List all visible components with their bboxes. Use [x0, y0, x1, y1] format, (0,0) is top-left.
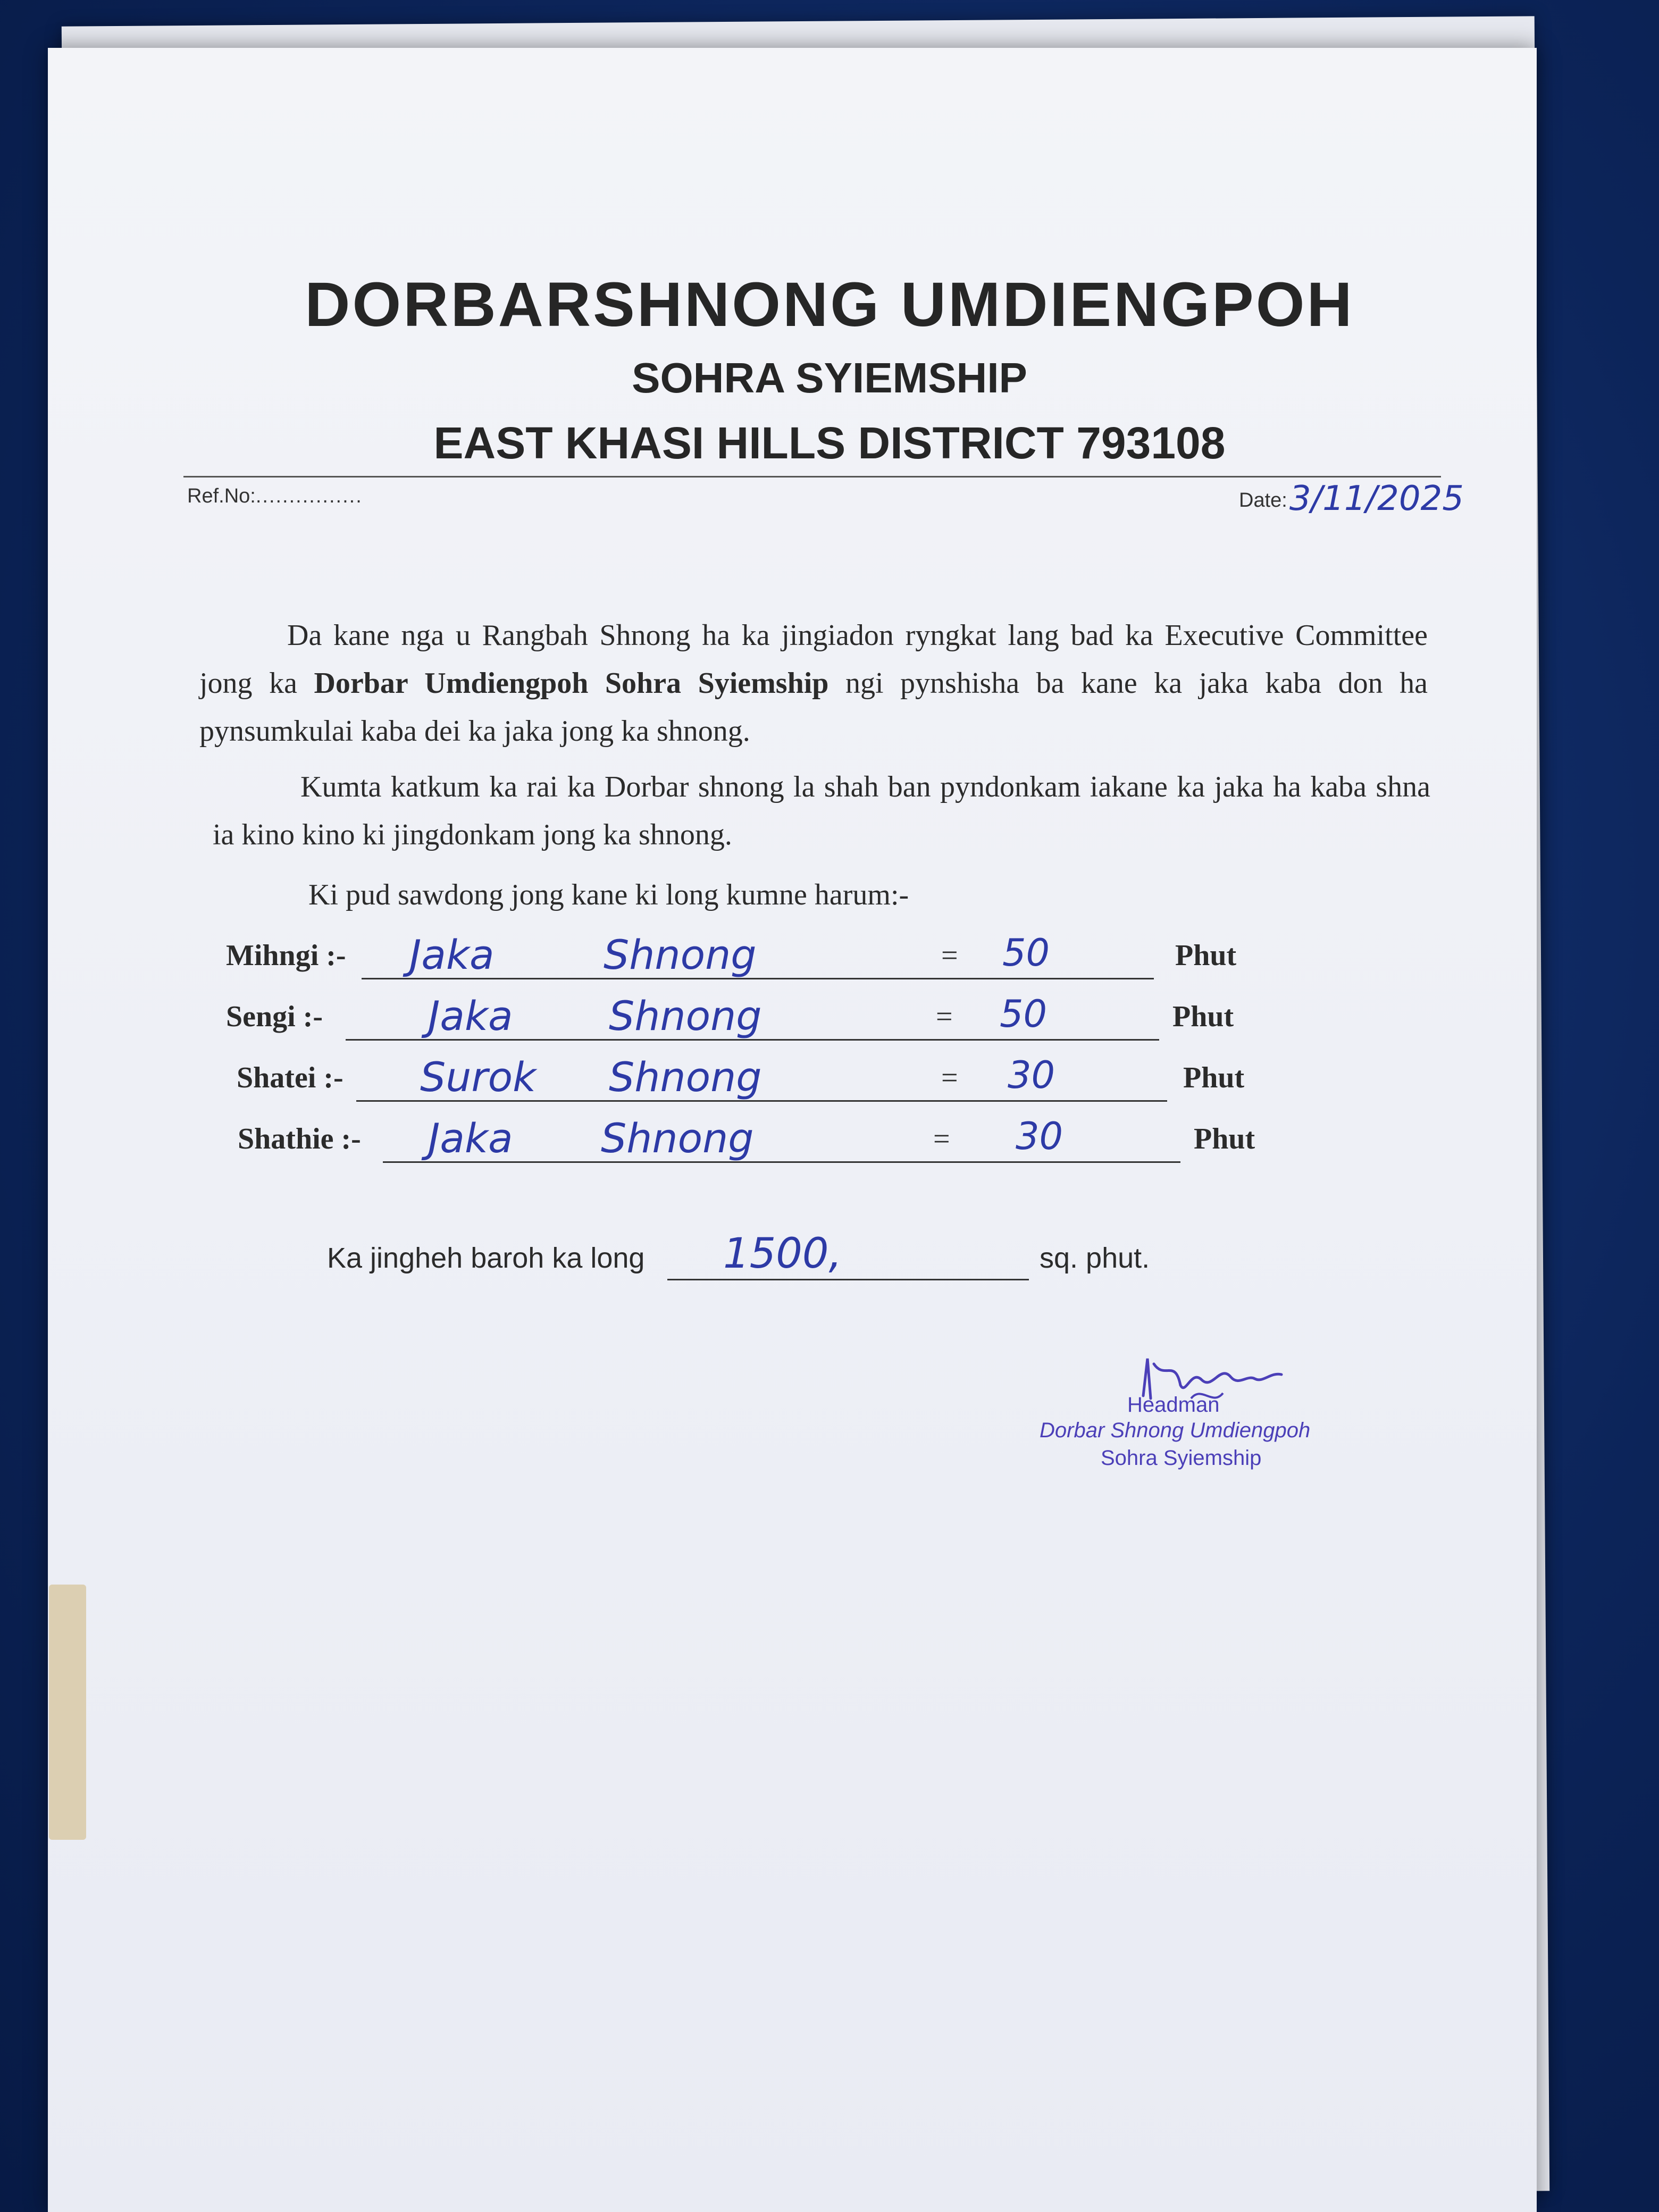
unit-label: Phut: [1175, 939, 1237, 972]
unit-label: Phut: [1194, 1122, 1255, 1155]
org-subtitle: SOHRA SYIEMSHIP: [632, 354, 1027, 401]
unit-label: Phut: [1183, 1061, 1245, 1094]
ref-number: [187, 485, 363, 508]
paragraph-3: Ki pud sawdong jong kane ki long kumne harum:-: [308, 878, 909, 911]
equals-sign: =: [941, 1061, 958, 1094]
equals-sign: =: [936, 1000, 953, 1033]
boundary-word-2: Shnong: [609, 992, 762, 1040]
total-fill-line: [667, 1279, 1029, 1280]
date-value: 3/11/2025: [1289, 479, 1464, 518]
value-line: [962, 1161, 1180, 1163]
org-title: DORBARSHNONG UMDIENGPOH: [305, 270, 1354, 340]
headman-stamp: [1026, 1356, 1345, 1478]
value-line: [960, 1039, 1157, 1041]
para1-text-b: ngi pynshisha ba kane ka jaka kaba don ha pynsumkulai kaba dei ka jaka jong ka shnong.: [199, 667, 1428, 748]
equals-sign: =: [941, 939, 958, 972]
boundary-label: Shatei :-: [237, 1061, 343, 1094]
boundary-label: Shathie :-: [238, 1122, 361, 1155]
boundary-word-2: Shnong: [604, 931, 757, 978]
boundary-word-1: Jaka: [428, 1115, 513, 1162]
paragraph-2: Kumta katkum ka rai ka Dorbar shnong la shah ban pyndonkam iakane ka jaka ha kaba shna ia kino kino ki jingdonkam jong ka shnong.: [213, 770, 1430, 851]
date-label: Date:: [1239, 489, 1287, 512]
boundary-row: [226, 992, 1289, 1048]
total-value: 1500,: [723, 1230, 842, 1278]
para1-org-name: Dorbar Umdiengpoh Sohra Syiemship: [314, 667, 829, 700]
boundary-value: 50: [1000, 992, 1048, 1036]
boundary-row: [226, 931, 1289, 986]
org-address: EAST KHASI HILLS DISTRICT 793108: [433, 418, 1226, 468]
boundary-value: 50: [1002, 931, 1050, 975]
stamp-title: Headman: [1127, 1393, 1220, 1417]
paragraph-1: [199, 611, 1428, 755]
value-line: [968, 978, 1154, 979]
boundary-value: 30: [1008, 1053, 1055, 1097]
value-line: [970, 1100, 1167, 1102]
boundary-word-2: Shnong: [601, 1115, 754, 1162]
stamp-place: Sohra Syiemship: [1101, 1446, 1262, 1470]
boundary-value: 30: [1016, 1115, 1063, 1158]
boundary-word-1: Surok: [420, 1053, 537, 1101]
ref-label: Ref.No:: [187, 485, 256, 507]
total-label: Ka jingheh baroh ka long: [327, 1242, 645, 1274]
equals-sign: =: [933, 1122, 950, 1155]
boundary-word-2: Shnong: [609, 1053, 762, 1101]
para1-text-a: Da kane nga u Rangbah Shnong ha ka jingiadon ryngkat lang bad ka Executive Committee jong ka: [199, 619, 1428, 700]
boundary-row: [226, 1053, 1289, 1109]
boundary-label: Sengi :-: [226, 1000, 323, 1033]
total-area: [327, 1230, 1284, 1289]
boundary-label: Mihngi :-: [226, 939, 346, 972]
boundary-row: [226, 1115, 1289, 1170]
boundary-word-1: Jaka: [428, 992, 513, 1040]
stamp-org: Dorbar Shnong Umdiengpoh: [1040, 1419, 1311, 1442]
date-field: [1239, 476, 1464, 518]
paper-scrap: [49, 1585, 86, 1840]
unit-label: Phut: [1172, 1000, 1234, 1033]
ref-blank: ................: [255, 485, 363, 507]
boundary-word-1: Jaka: [409, 931, 495, 978]
total-unit: sq. phut.: [1040, 1242, 1150, 1274]
